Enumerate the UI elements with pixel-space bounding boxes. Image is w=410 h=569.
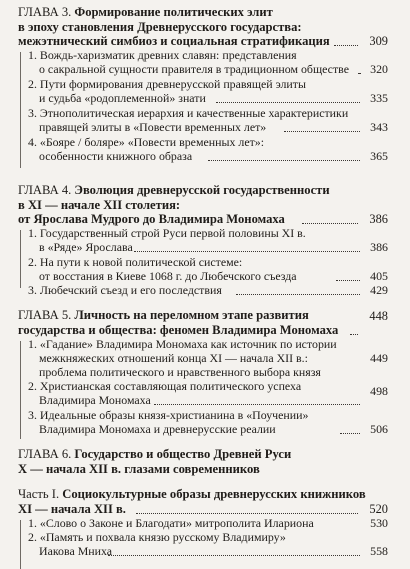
entry-page: 449 <box>370 351 388 365</box>
entry-page: 530 <box>370 516 388 530</box>
part-1-label: Часть I. <box>18 487 60 501</box>
entry-line: 4. «Бояре / боляре» «Повести временных лет»: <box>28 135 265 149</box>
chapter-3-title-line-2: в эпоху становления Древнерусского государства: <box>18 20 302 34</box>
entry-page: 365 <box>370 149 388 163</box>
leader-dots <box>302 223 358 224</box>
entry-line: межкняжеских отношений конца XI — начала XII в.: <box>39 351 308 365</box>
part-1-title-line-1: Социокультурные образы древнерусских книжников <box>62 487 366 501</box>
chapter-6-title-line-2: X — начала XII в. глазами современников <box>18 462 260 476</box>
entry-line: Владимира Мономаха и древнерусские реалии <box>39 422 276 436</box>
chapter-5-title-line-2: государства и общества: феномен Владимира Мономаха <box>18 323 339 337</box>
entry-page: 558 <box>370 544 388 558</box>
entry-line: 1. «Гадание» Владимира Мономаха как источник по истории <box>28 337 337 351</box>
entry-line: 3. Идеальные образы князя-христианина в «Поучении» <box>28 408 309 422</box>
entry-line: правящей элиты в «Повести временных лет» <box>39 120 267 134</box>
leader-dots <box>284 131 360 132</box>
section-bar <box>20 341 21 439</box>
chapter-4-title-line-1: Эволюция древнерусской государственности <box>74 183 330 197</box>
leader-dots <box>350 334 358 335</box>
entry-page: 343 <box>370 120 388 134</box>
entry-page: 320 <box>370 62 388 76</box>
entry-line: проблема политического и нравственного выбора князя <box>39 365 321 379</box>
entry-page: 386 <box>370 240 388 254</box>
leader-dots <box>134 251 360 252</box>
chapter-3-label: ГЛАВА 3. <box>18 5 72 19</box>
entry-line: 3. Любечский съезд и его последствия <box>28 283 222 297</box>
entry-line: 3. Этнополитическая иерархия и качественные характеристики <box>28 106 349 120</box>
section-bar <box>20 52 21 168</box>
entry-line: Иакова Мниха <box>39 544 113 558</box>
part-1-page: 520 <box>369 502 388 516</box>
chapter-4-page: 386 <box>369 212 388 226</box>
leader-dots <box>334 45 358 46</box>
entry-page: 405 <box>370 269 388 283</box>
chapter-3-page: 309 <box>369 34 388 48</box>
leader-dots <box>236 294 360 295</box>
entry-line: в «Ряде» Ярослава <box>39 240 133 254</box>
entry-page: 429 <box>370 283 388 297</box>
chapter-4-label: ГЛАВА 4. <box>18 183 72 197</box>
entry-line: 2. «Память и похвала князю русскому Владимиру» <box>28 530 286 544</box>
leader-dots <box>154 404 360 405</box>
leader-dots <box>208 160 360 161</box>
chapter-3-title-line-3: межэтнический симбиоз и социальная стратификация <box>18 34 330 48</box>
entry-line: 2. Пути формирования древнерусской правящей элиты <box>28 77 306 91</box>
entry-line: Владимира Мономаха <box>39 393 151 407</box>
section-bar <box>20 230 21 288</box>
leader-dots <box>216 102 360 103</box>
entry-line: 1. Вождь-харизматик древних славян: представления <box>28 48 297 62</box>
entry-line: от восстания в Киеве 1068 г. до Любечского съезда <box>39 269 297 283</box>
leader-dots <box>340 433 360 434</box>
chapter-3-title-line-1: Формирование политических элит <box>74 5 273 19</box>
leader-dots <box>358 73 360 74</box>
chapter-4-title-line-3: от Ярослава Мудрого до Владимира Мономаха <box>18 212 285 226</box>
leader-dots <box>336 280 360 281</box>
entry-line: особенности книжного образа <box>39 149 193 163</box>
chapter-4-title-line-2: в XI — начале XII столетия: <box>18 198 181 212</box>
entry-page: 506 <box>370 422 388 436</box>
leader-dots <box>108 555 360 556</box>
chapter-5-label: ГЛАВА 5. <box>18 308 72 322</box>
entry-line: 1. Государственный строй Руси первой половины XI в. <box>28 226 306 240</box>
chapter-6-label: ГЛАВА 6. <box>18 447 72 461</box>
entry-page: 335 <box>370 91 388 105</box>
chapter-5-title-line-1: Личность на переломном этапе развития <box>74 308 309 322</box>
section-bar <box>20 520 21 569</box>
chapter-6-title-line-1: Государство и общество Древней Руси <box>74 447 292 461</box>
entry-line: 2. На пути к новой политической системе: <box>28 255 243 269</box>
leader-dots <box>136 513 358 514</box>
entry-line: 1. «Слово о Законе и Благодати» митрополита Илариона <box>28 516 314 530</box>
entry-line: 2. Христианская составляющая политического успеха <box>28 379 302 393</box>
entry-line: и судьба «родоплеменной» знати <box>39 91 206 105</box>
entry-line: о сакральной сущности правителя в традиционном обществе <box>39 62 349 76</box>
part-1-title-line-2: XI — начала XII в. <box>18 502 126 516</box>
chapter-5-page: 448 <box>369 309 388 323</box>
entry-page: 498 <box>370 384 388 398</box>
